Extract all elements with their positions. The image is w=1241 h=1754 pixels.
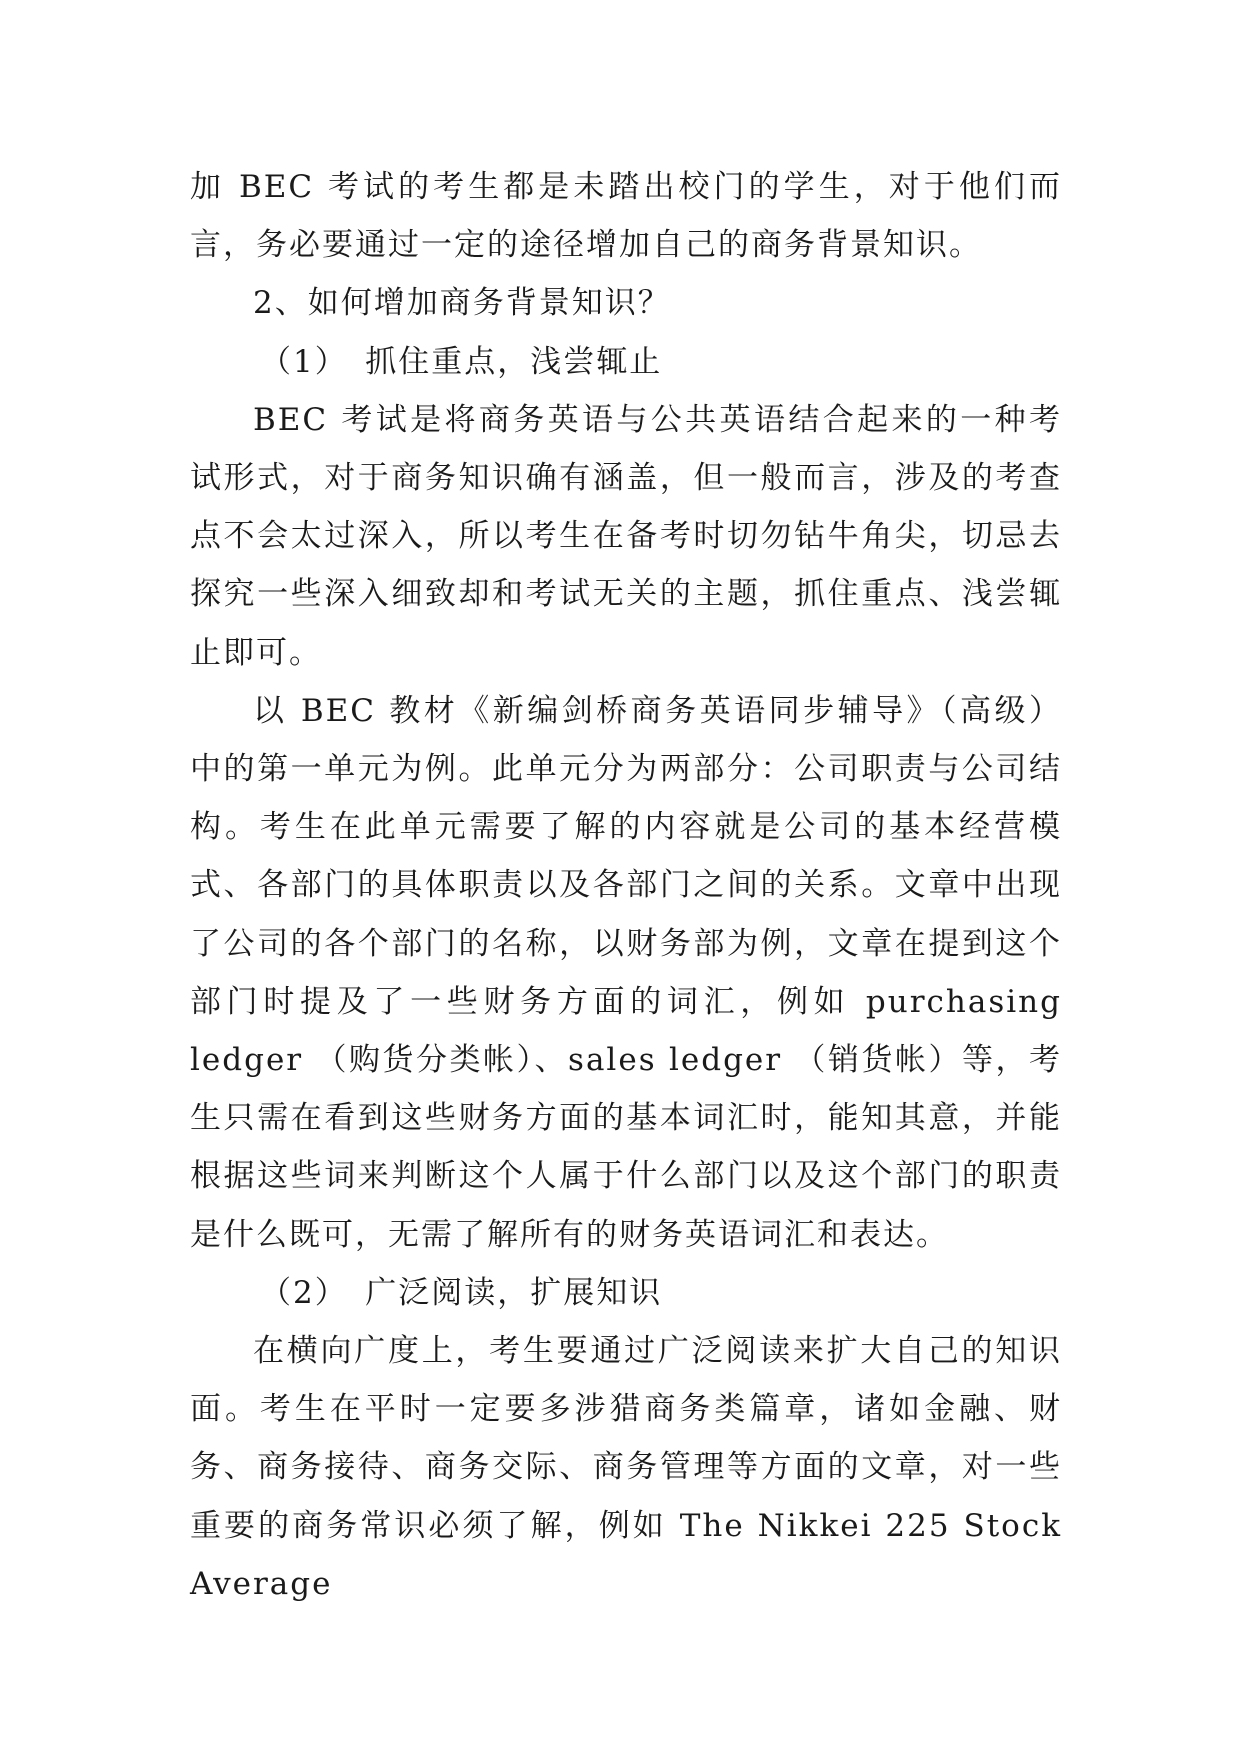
subheading-1: （1） 抓住重点，浅尝辄止 [260,343,663,380]
paragraph-continuation: 加 BEC 考试的考生都是未踏出校门的学生，对于他们而言，务必要通过一定的途径增加自己的商务背景知识。 [190,169,1062,264]
section-heading-2: 2、如何增加商务背景知识？ [253,285,671,322]
document-body [190,158,1062,1613]
subheading-2: （2） 广泛阅读，扩展知识 [260,1274,663,1311]
paragraph-textbook-example: 以 BEC 教材《新编剑桥商务英语同步辅导》（高级）中的第一单元为例。此单元分为两部分：公司职责与公司结构。考生在此单元需要了解的内容就是公司的基本经营模式、各部门的具体职责以及各部门之间的关系。文章中出现了公司的各个部门的名称，以财务部为例，文章在提到这个部门时提及了一些财务方面的词汇，例如 purchasing ledger （购货分类帐）、sales ledger （销货帐）等，考生只需在看到这些财务方面的基本词汇时，能知其意，并能根据这些词来判断这个人属于什么部门以及这个部门的职责是什么既可，无需了解所有的财务英语词汇和表达。 [190,692,1062,1253]
paragraph-broad-reading: 在横向广度上，考生要通过广泛阅读来扩大自己的知识面。考生在平时一定要多涉猎商务类篇章，诸如金融、财务、商务接待、商务交际、商务管理等方面的文章，对一些重要的商务常识必须了解，例如 The Nikkei 225 Stock Average [190,1333,1062,1602]
paragraph-bec-exam: BEC 考试是将商务英语与公共英语结合起来的一种考试形式，对于商务知识确有涵盖，但一般而言，涉及的考查点不会太过深入，所以考生在备考时切勿钻牛角尖，切忌去探究一些深入细致却和考试无关的主题，抓住重点、浅尝辄止即可。 [190,401,1062,671]
